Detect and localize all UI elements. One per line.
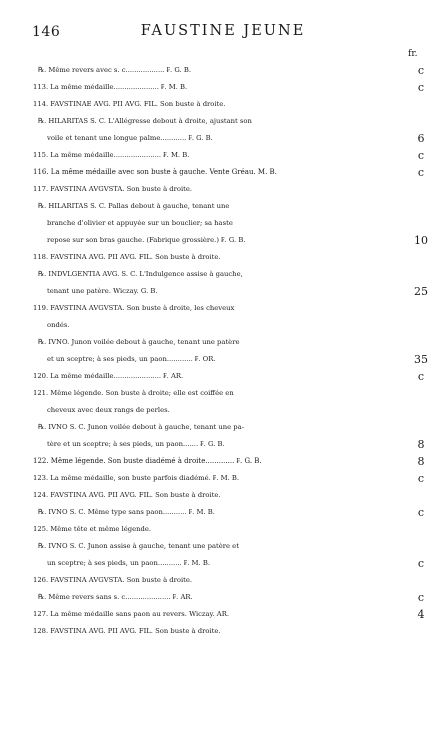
rarity-value: 10 — [414, 234, 428, 247]
catalog-line-text: 120. La même médaille...................... ₣. AR. — [33, 372, 184, 380]
catalog-line-text: ℞. Même revers sans s. c..................... ₣. AR. — [38, 593, 193, 601]
catalog-line — [0, 130, 446, 147]
catalog-line — [0, 181, 446, 198]
catalog-line — [0, 232, 446, 249]
rarity-value: 4 — [417, 608, 425, 621]
catalog-line — [0, 419, 446, 436]
catalog-line-text: 114. FAVSTINAE AVG. PII AVG. FIL. Son buste à droite. — [33, 100, 226, 108]
catalog-line-text: 121. Même légende. Son buste à droite; elle est coiffée en — [33, 389, 234, 397]
catalog-line — [0, 334, 446, 351]
catalog-line — [0, 487, 446, 504]
catalog-line-text: ℞. IVNO S. C. Junon voilée debout à gauche, tenant une pa- — [38, 423, 244, 431]
catalog-line — [0, 504, 446, 521]
catalog-line — [0, 317, 446, 334]
catalog-line — [0, 623, 446, 640]
catalog-line — [0, 606, 446, 623]
catalog-line-text: ℞. HILARITAS S. C. L'Allégresse debout à droite, ajustant son — [38, 117, 252, 125]
rarity-value: 35 — [414, 353, 428, 366]
catalog-line — [0, 198, 446, 215]
catalog-line-text: ondés. — [47, 321, 70, 329]
catalog-line — [0, 572, 446, 589]
catalog-line-text: repose sur son bras gauche. (Fabrique grossière.) ₣. G. B. — [47, 236, 246, 244]
catalog-line-text: 115. La même médaille...................... ₣. M. B. — [33, 151, 190, 159]
catalog-line-text: branche d'olivier et appuyée sur un bouclier; sa haste — [47, 219, 233, 227]
catalog-line — [0, 402, 446, 419]
catalog-line-text: 117. FAVSTINA AVGVSTA. Son buste à droite. — [33, 185, 193, 193]
rarity-value: c — [417, 506, 425, 519]
catalog-line-text: ℞. IVNO S. C. Junon assise à gauche, tenant une patère et — [38, 542, 239, 550]
catalog-line-text: tère et un sceptre; à ses pieds, un paon....... ₣. G. B. — [47, 440, 225, 448]
rarity-value: c — [417, 591, 425, 604]
rarity-value: 8 — [417, 455, 425, 468]
catalog-line — [0, 555, 446, 572]
rarity-value: c — [417, 166, 425, 179]
catalog-line — [0, 113, 446, 130]
rarity-value: c — [417, 472, 425, 485]
catalog-line — [0, 351, 446, 368]
catalog-line-text: voile et tenant une longue palme............ ₣. G. B. — [47, 134, 213, 142]
catalog-line-text: ℞. HILARITAS S. C. Pallas debout à gauche, tenant une — [38, 202, 230, 210]
catalog-line — [0, 521, 446, 538]
catalog-line-text: 113. La même médaille..................... ₣. M. B. — [33, 83, 188, 91]
catalog-line-text: 122. Même légende. Son buste diadémé à droite............. ₣. G. B. — [33, 457, 262, 465]
catalog-line-text: un sceptre; à ses pieds, un paon........... ₣. M. B. — [47, 559, 210, 567]
catalog-line — [0, 283, 446, 300]
catalog-entries — [0, 62, 446, 640]
rarity-value: 8 — [417, 438, 425, 451]
catalog-line-text: ℞. IVNO. Junon voilée debout à gauche, tenant une patère — [38, 338, 240, 346]
catalog-line-text: ℞. IVNO S. C. Même type sans paon........... ₣. M. B. — [38, 508, 215, 516]
catalog-line-text: ℞. INDVLGENTIA AVG. S. C. L'Indulgence assise à gauche, — [38, 270, 243, 278]
rarity-column-header: fr. — [408, 49, 418, 59]
catalog-line — [0, 300, 446, 317]
catalog-line-text: 123. La même médaille, son buste parfois diadémé. ₣. M. B. — [33, 474, 240, 482]
catalog-line — [0, 436, 446, 453]
rarity-value: c — [417, 149, 425, 162]
catalog-line — [0, 79, 446, 96]
catalog-line-text: 124. FAVSTINA AVG. PII AVG. FIL. Son buste à droite. — [33, 491, 221, 499]
rarity-value: c — [417, 557, 425, 570]
catalog-line — [0, 96, 446, 113]
catalog-line-text: tenant une patère. Wiczay. G. B. — [47, 287, 158, 295]
catalog-line-text: 118. FAVSTINA AVG. PII AVG. FIL. Son buste à droite. — [33, 253, 221, 261]
catalog-line — [0, 385, 446, 402]
rarity-value: 25 — [414, 285, 428, 298]
rarity-value: c — [417, 81, 425, 94]
catalog-line — [0, 215, 446, 232]
catalog-line — [0, 266, 446, 283]
catalog-line-text: 127. La même médaille sans paon au revers. Wiczay. AR. — [33, 610, 229, 618]
catalog-line — [0, 147, 446, 164]
page-title: FAUSTINE JEUNE — [140, 23, 306, 39]
catalog-line-text: 125. Même tête et même légende. — [33, 525, 152, 533]
catalog-line — [0, 249, 446, 266]
rarity-value: c — [417, 370, 425, 383]
catalog-line — [0, 368, 446, 385]
catalog-line — [0, 164, 446, 181]
catalog-line — [0, 589, 446, 606]
catalog-line-text: cheveux avec deux rangs de perles. — [47, 406, 170, 414]
catalog-line-text: 128. FAVSTINA AVG. PII AVG. FIL. Son buste à droite. — [33, 627, 221, 635]
catalog-line-text: ℞. Même revers avec s. c.................. ₣. G. B. — [38, 66, 191, 74]
catalog-line — [0, 538, 446, 555]
rarity-value: c — [417, 64, 425, 77]
catalog-line-text: et un sceptre; à ses pieds, un paon............ ₣. OR. — [47, 355, 216, 363]
catalog-line-text: 126. FAVSTINA AVGVSTA. Son buste à droite. — [33, 576, 193, 584]
catalog-line — [0, 62, 446, 79]
catalog-line — [0, 453, 446, 470]
catalog-line-text: 116. La même médaille avec son buste à gauche. Vente Gréau. M. B. — [33, 168, 277, 176]
rarity-value: 6 — [417, 132, 425, 145]
catalog-line — [0, 470, 446, 487]
catalog-line-text: 119. FAVSTINA AVGVSTA. Son buste à droite, les cheveux — [33, 304, 235, 312]
page-number: 146 — [32, 24, 61, 40]
